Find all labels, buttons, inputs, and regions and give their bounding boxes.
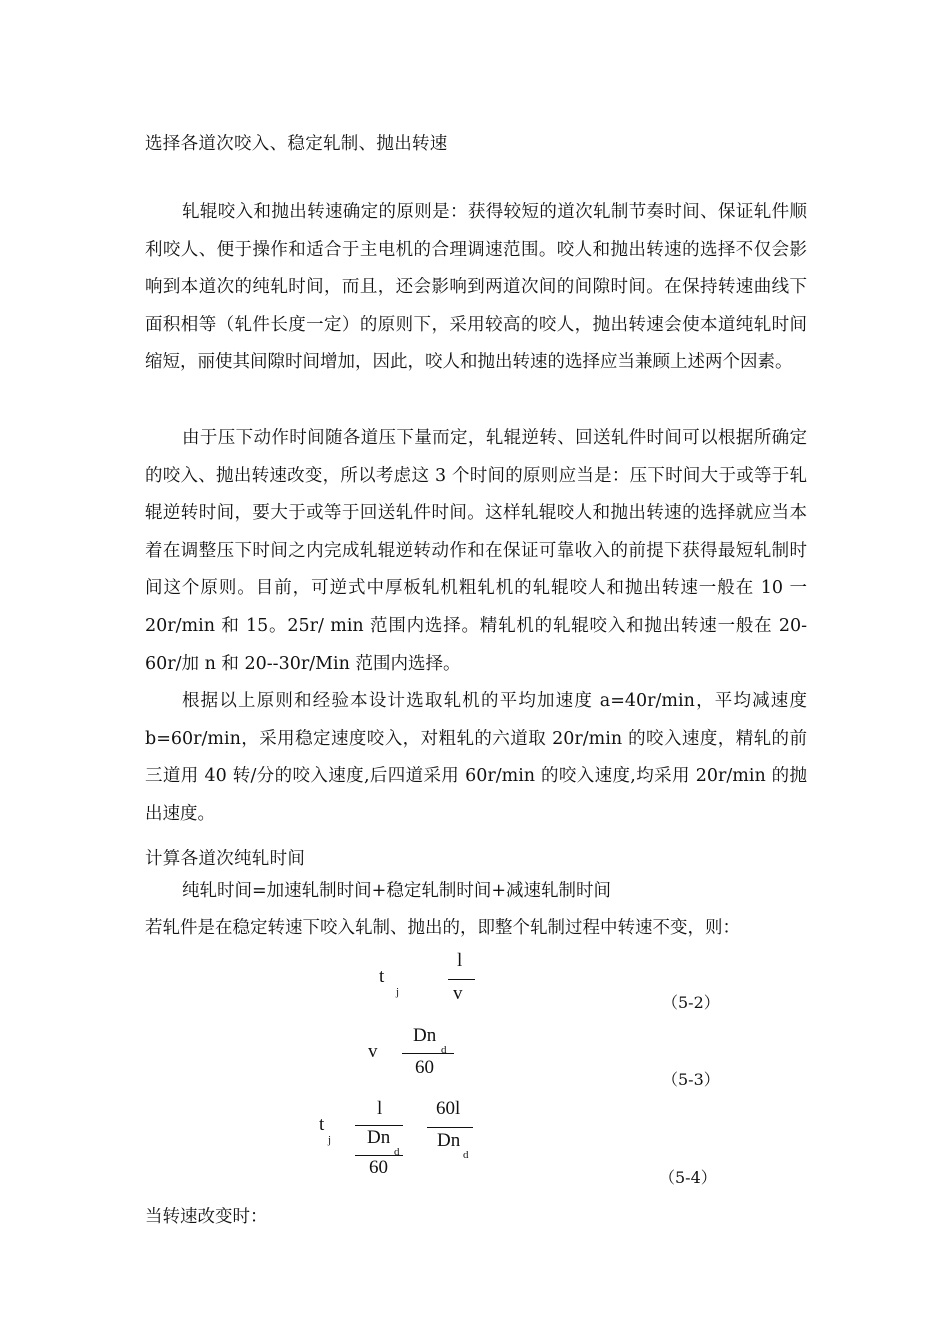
paragraph-design-choice: 根据以上原则和经验本设计选取轧机的平均加速度 a=40r/min，平均减速度 b=60r/min，采用稳定速度咬入，对粗轧的六道取 20r/min 的咬入速度，精轧的前三道用 40 转/分的咬入速度,后四道采用 60r/min 的咬入速度,均采用 20r/min 的抛出速度。 [145,691,807,824]
eq1-number: （5-2） [662,993,720,1012]
eq3-number: （5-4） [659,1168,717,1187]
eq1-numerator: l [457,950,463,971]
section-heading-speeds: 选择各道次咬入、稳定轧制、抛出转速 [145,134,448,154]
eq3-second-fraction-bar [427,1127,473,1128]
eq1-fraction-bar [448,979,475,980]
eq3-second-numerator: 60l [436,1098,461,1119]
eq3-inner-fraction-bar [355,1155,403,1156]
eq3-subscript-j: j [328,1134,332,1146]
eq3-first-fraction-bar [355,1125,403,1126]
eq3-first-numerator: l [377,1098,383,1119]
eq1-subscript-j: j [396,986,400,998]
eq2-denominator: 60 [415,1057,434,1078]
eq3-inner-denominator: 60 [369,1157,388,1178]
paragraph-principle: 轧辊咬入和抛出转速确定的原则是：获得较短的道次轧制节奏时间、保证轧件顺利咬人、便于操作和适合于主电机的合理调速范围。咬人和抛出转速的选择不仅会影响到本道次的纯轧时间，而且，还会影响到两道次间的间隙时间。在保持转速曲线下面积相等（轧件长度一定）的原则下，采用较高的咬人，抛出转速会使本道纯轧时间缩短，丽使其间隙时间增加，因此，咬人和抛出转速的选择应当兼顾上述两个因素。 [145,202,807,373]
paragraph-timing: 由于压下动作时间随各道压下量而定，轧辊逆转、回送轧件时间可以根据所确定的咬入、抛出转速改变，所以考虑这 3 个时间的原则应当是：压下时间大于或等于轧辊逆转时间，要大于或等于回送轧件时间。这样轧辊咬人和抛出转速的选择就应当本着在调整压下时间之内完成轧辊逆转动作和在保证可靠收入的前提下获得最短轧制时间这个原则。目前，可逆式中厚板轧机粗轧机的轧辊咬人和抛出转速一般在 10 一 20r/min 和 15。25r/ min 范围内选择。精轧机的轧辊咬入和抛出转速一般在 20-60r/加 n 和 20--30r/Min 范围内选择。 [145,428,807,674]
eq2-fraction-bar [402,1053,454,1054]
eq1-denominator: v [453,983,463,1004]
eq3-subscript-d1: d [394,1146,400,1158]
formula-text-line: 纯轧时间=加速轧制时间+稳定轧制时间+减速轧制时间 [182,881,611,901]
eq3-t: t [319,1114,325,1135]
eq3-subscript-d2: d [463,1149,469,1161]
eq2-number: （5-3） [662,1070,720,1089]
eq1-t: t [379,966,385,987]
eq2-subscript-d: d [441,1044,447,1056]
eq3-inner-numerator: Dn [367,1127,391,1148]
eq2-numerator: Dn [413,1025,437,1046]
eq2-v: v [368,1041,378,1062]
closing-text-line: 当转速改变时： [145,1207,268,1227]
eq3-second-denominator: Dn [437,1130,461,1151]
intro-text-line: 若轧件是在稳定转速下咬入轧制、抛出的，即整个轧制过程中转速不变，则： [145,918,740,938]
section-heading-rolling-time: 计算各道次纯轧时间 [145,849,306,869]
